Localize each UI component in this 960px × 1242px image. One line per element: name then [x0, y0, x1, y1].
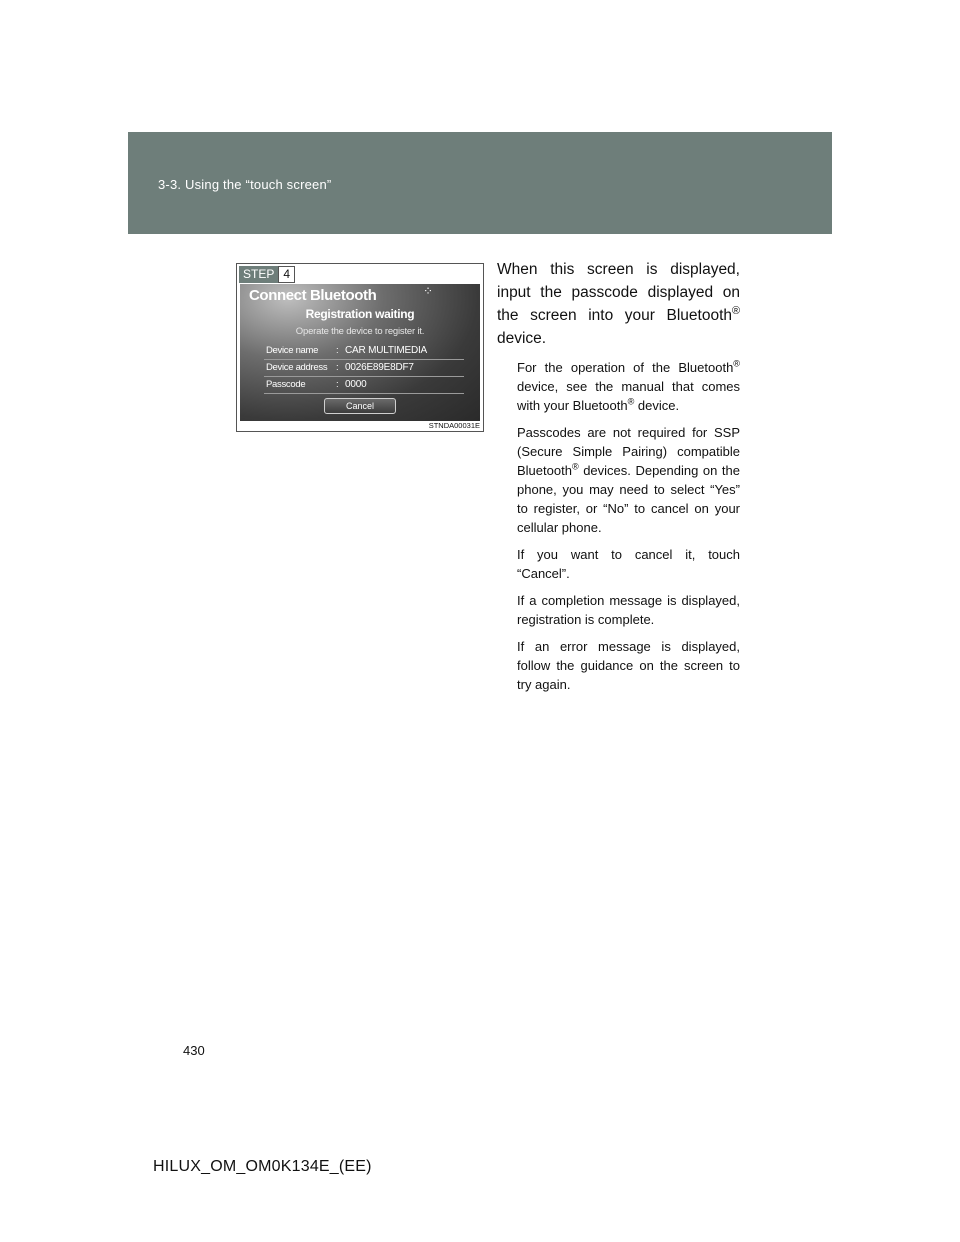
- device-info-list: [264, 343, 464, 394]
- row-label: Device address: [266, 362, 328, 373]
- manual-code: HILUX_OM_OM0K134E_(EE): [153, 1158, 372, 1175]
- row-label: Device name: [266, 345, 319, 356]
- row-label: Passcode: [266, 379, 306, 390]
- note-ssp: Passcodes are not required for SSP (Secure Simple Pairing) compatible Bluetooth® devices. Depending on the phone, you may need to select “Yes” to register, or “No” to cancel on your cellular phone.: [517, 425, 740, 535]
- note-cancel: If you want to cancel it, touch “Cancel”.: [517, 547, 740, 581]
- row-separator: :: [336, 362, 339, 373]
- section-header-bar: [128, 132, 832, 234]
- page-number: 430: [183, 1043, 205, 1058]
- step-instruction: When this screen is displayed, input the passcode displayed on the screen into your Bluetooth® device.: [497, 261, 740, 347]
- passcode-row: [264, 377, 464, 394]
- row-value: 0000: [345, 379, 367, 390]
- screen-status: Registration waiting: [305, 307, 415, 321]
- section-title: 3-3. Using the “touch screen”: [158, 177, 332, 192]
- instruction-text: [497, 258, 740, 702]
- screen-instruction: Operate the device to register it.: [295, 326, 425, 337]
- row-value: CAR MULTIMEDIA: [345, 345, 428, 356]
- device-name-row: [264, 343, 464, 360]
- step-label: STEP: [239, 266, 278, 283]
- loading-spinner-icon: ⁘: [423, 284, 434, 298]
- touch-screen-display: [240, 284, 480, 421]
- screen-title: Connect Bluetooth: [249, 287, 377, 304]
- screen-illustration: [236, 263, 484, 432]
- cancel-button[interactable]: Cancel: [324, 398, 396, 414]
- step-badge: [239, 266, 295, 283]
- note-completion: If a completion message is displayed, registration is complete.: [517, 593, 740, 627]
- row-value: 0026E89E8DF7: [345, 362, 414, 373]
- row-separator: :: [336, 345, 339, 356]
- note-error: If an error message is displayed, follow the guidance on the screen to try again.: [517, 639, 740, 692]
- step-number: 4: [278, 266, 295, 283]
- figure-code: STNDA00031E: [428, 421, 480, 430]
- note-operation: For the operation of the Bluetooth® device, see the manual that comes with your Bluetooth® device.: [517, 358, 740, 413]
- device-address-row: [264, 360, 464, 377]
- row-separator: :: [336, 379, 339, 390]
